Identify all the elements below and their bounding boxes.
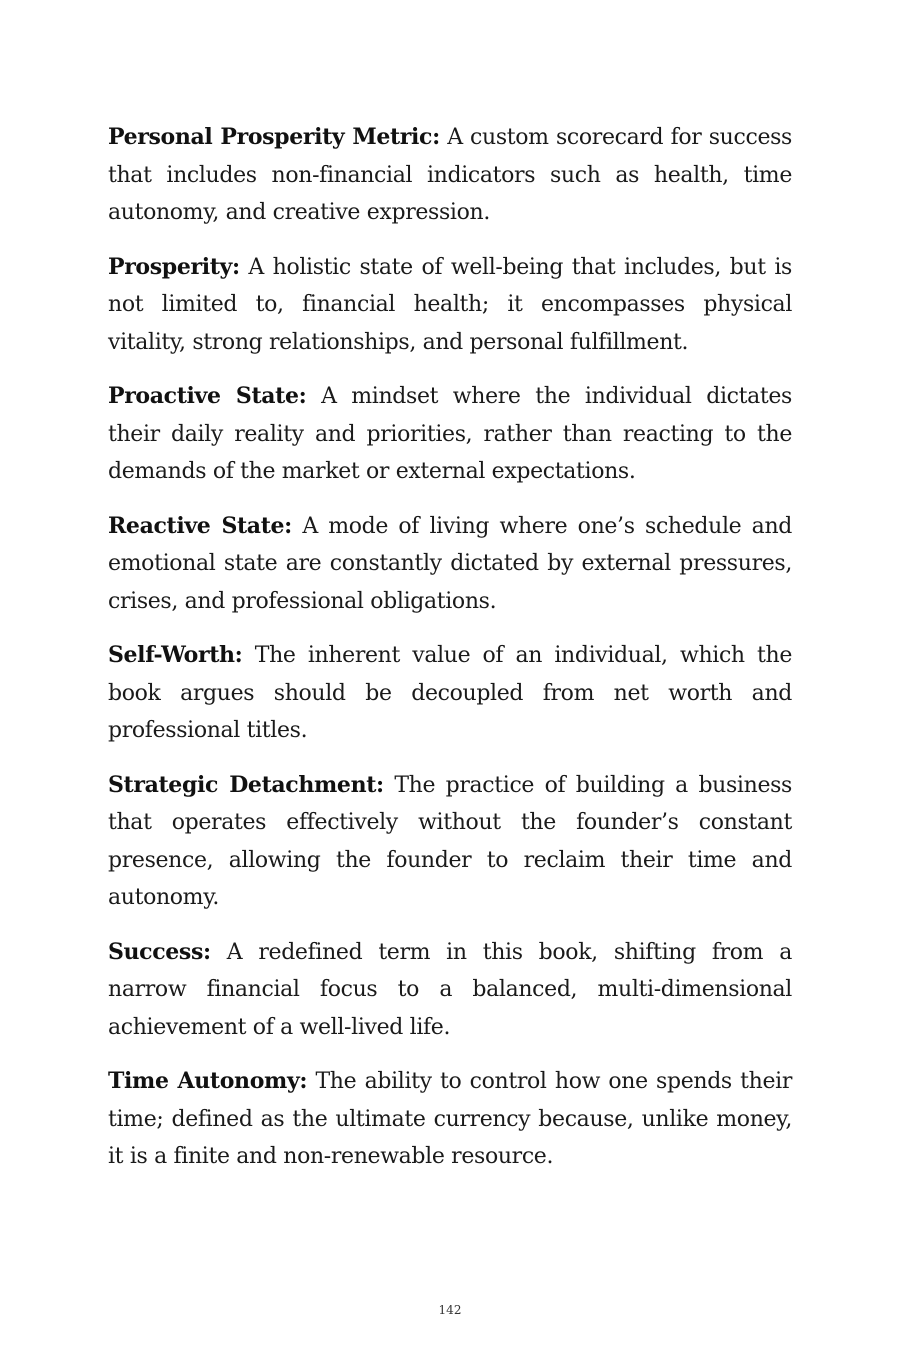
glossary-entry-time-autonomy [108, 1063, 792, 1176]
glossary-term: Self-Worth: [108, 642, 243, 668]
glossary-entry-self-worth [108, 637, 792, 750]
glossary-definition: A mode of living where one’s schedule and emotional state are constantly dictated by external pressures, crises, and professional obligations. [108, 513, 792, 614]
glossary-term: Prosperity: [108, 253, 240, 280]
glossary-term: Success: [108, 938, 211, 965]
glossary-term: Proactive State: [108, 383, 307, 409]
glossary-entry-strategic-detachment [108, 767, 792, 917]
glossary-entry-success [108, 934, 792, 1047]
glossary-definition: The ability to control how one spends their time; defined as the ultimate currency because, unlike money, it is a finite and non-renewable resource. [108, 1069, 792, 1169]
glossary-entry-prosperity [108, 249, 792, 362]
glossary-definition: A holistic state of well-being that includes, but is not limited to, financial health; it encompasses physical vitality, strong relationships, and personal fulfillment. [108, 254, 792, 355]
glossary-term: Reactive State: [108, 512, 292, 539]
glossary-definition: The inherent value of an individual, which the book argues should be decoupled from net worth and professional titles. [108, 643, 792, 743]
glossary-entry-reactive-state [108, 508, 792, 621]
glossary-definition: A redefined term in this book, shifting from a narrow financial focus to a balanced, multi-dimensional achievement of a well-lived life. [108, 939, 792, 1040]
glossary-definition: A mindset where the individual dictates their daily reality and priorities, rather than reacting to the demands of the market or external expectations. [108, 384, 792, 484]
glossary-definition: The practice of building a business that operates effectively without the founder’s constant presence, allowing the founder to reclaim their time and autonomy. [108, 772, 792, 910]
glossary-term: Time Autonomy: [108, 1068, 308, 1094]
glossary-term: Personal Prosperity Metric: [108, 124, 440, 150]
glossary-definition: A custom scorecard for success that includes non-financial indicators such as health, time autonomy, and creative expression. [108, 125, 792, 225]
glossary-term: Strategic Detachment: [108, 771, 384, 798]
glossary-entry-proactive-state [108, 378, 792, 491]
page-number: 142 [438, 1303, 462, 1317]
glossary-list [108, 119, 792, 1193]
glossary-entry-personal-prosperity-metric [108, 119, 792, 232]
